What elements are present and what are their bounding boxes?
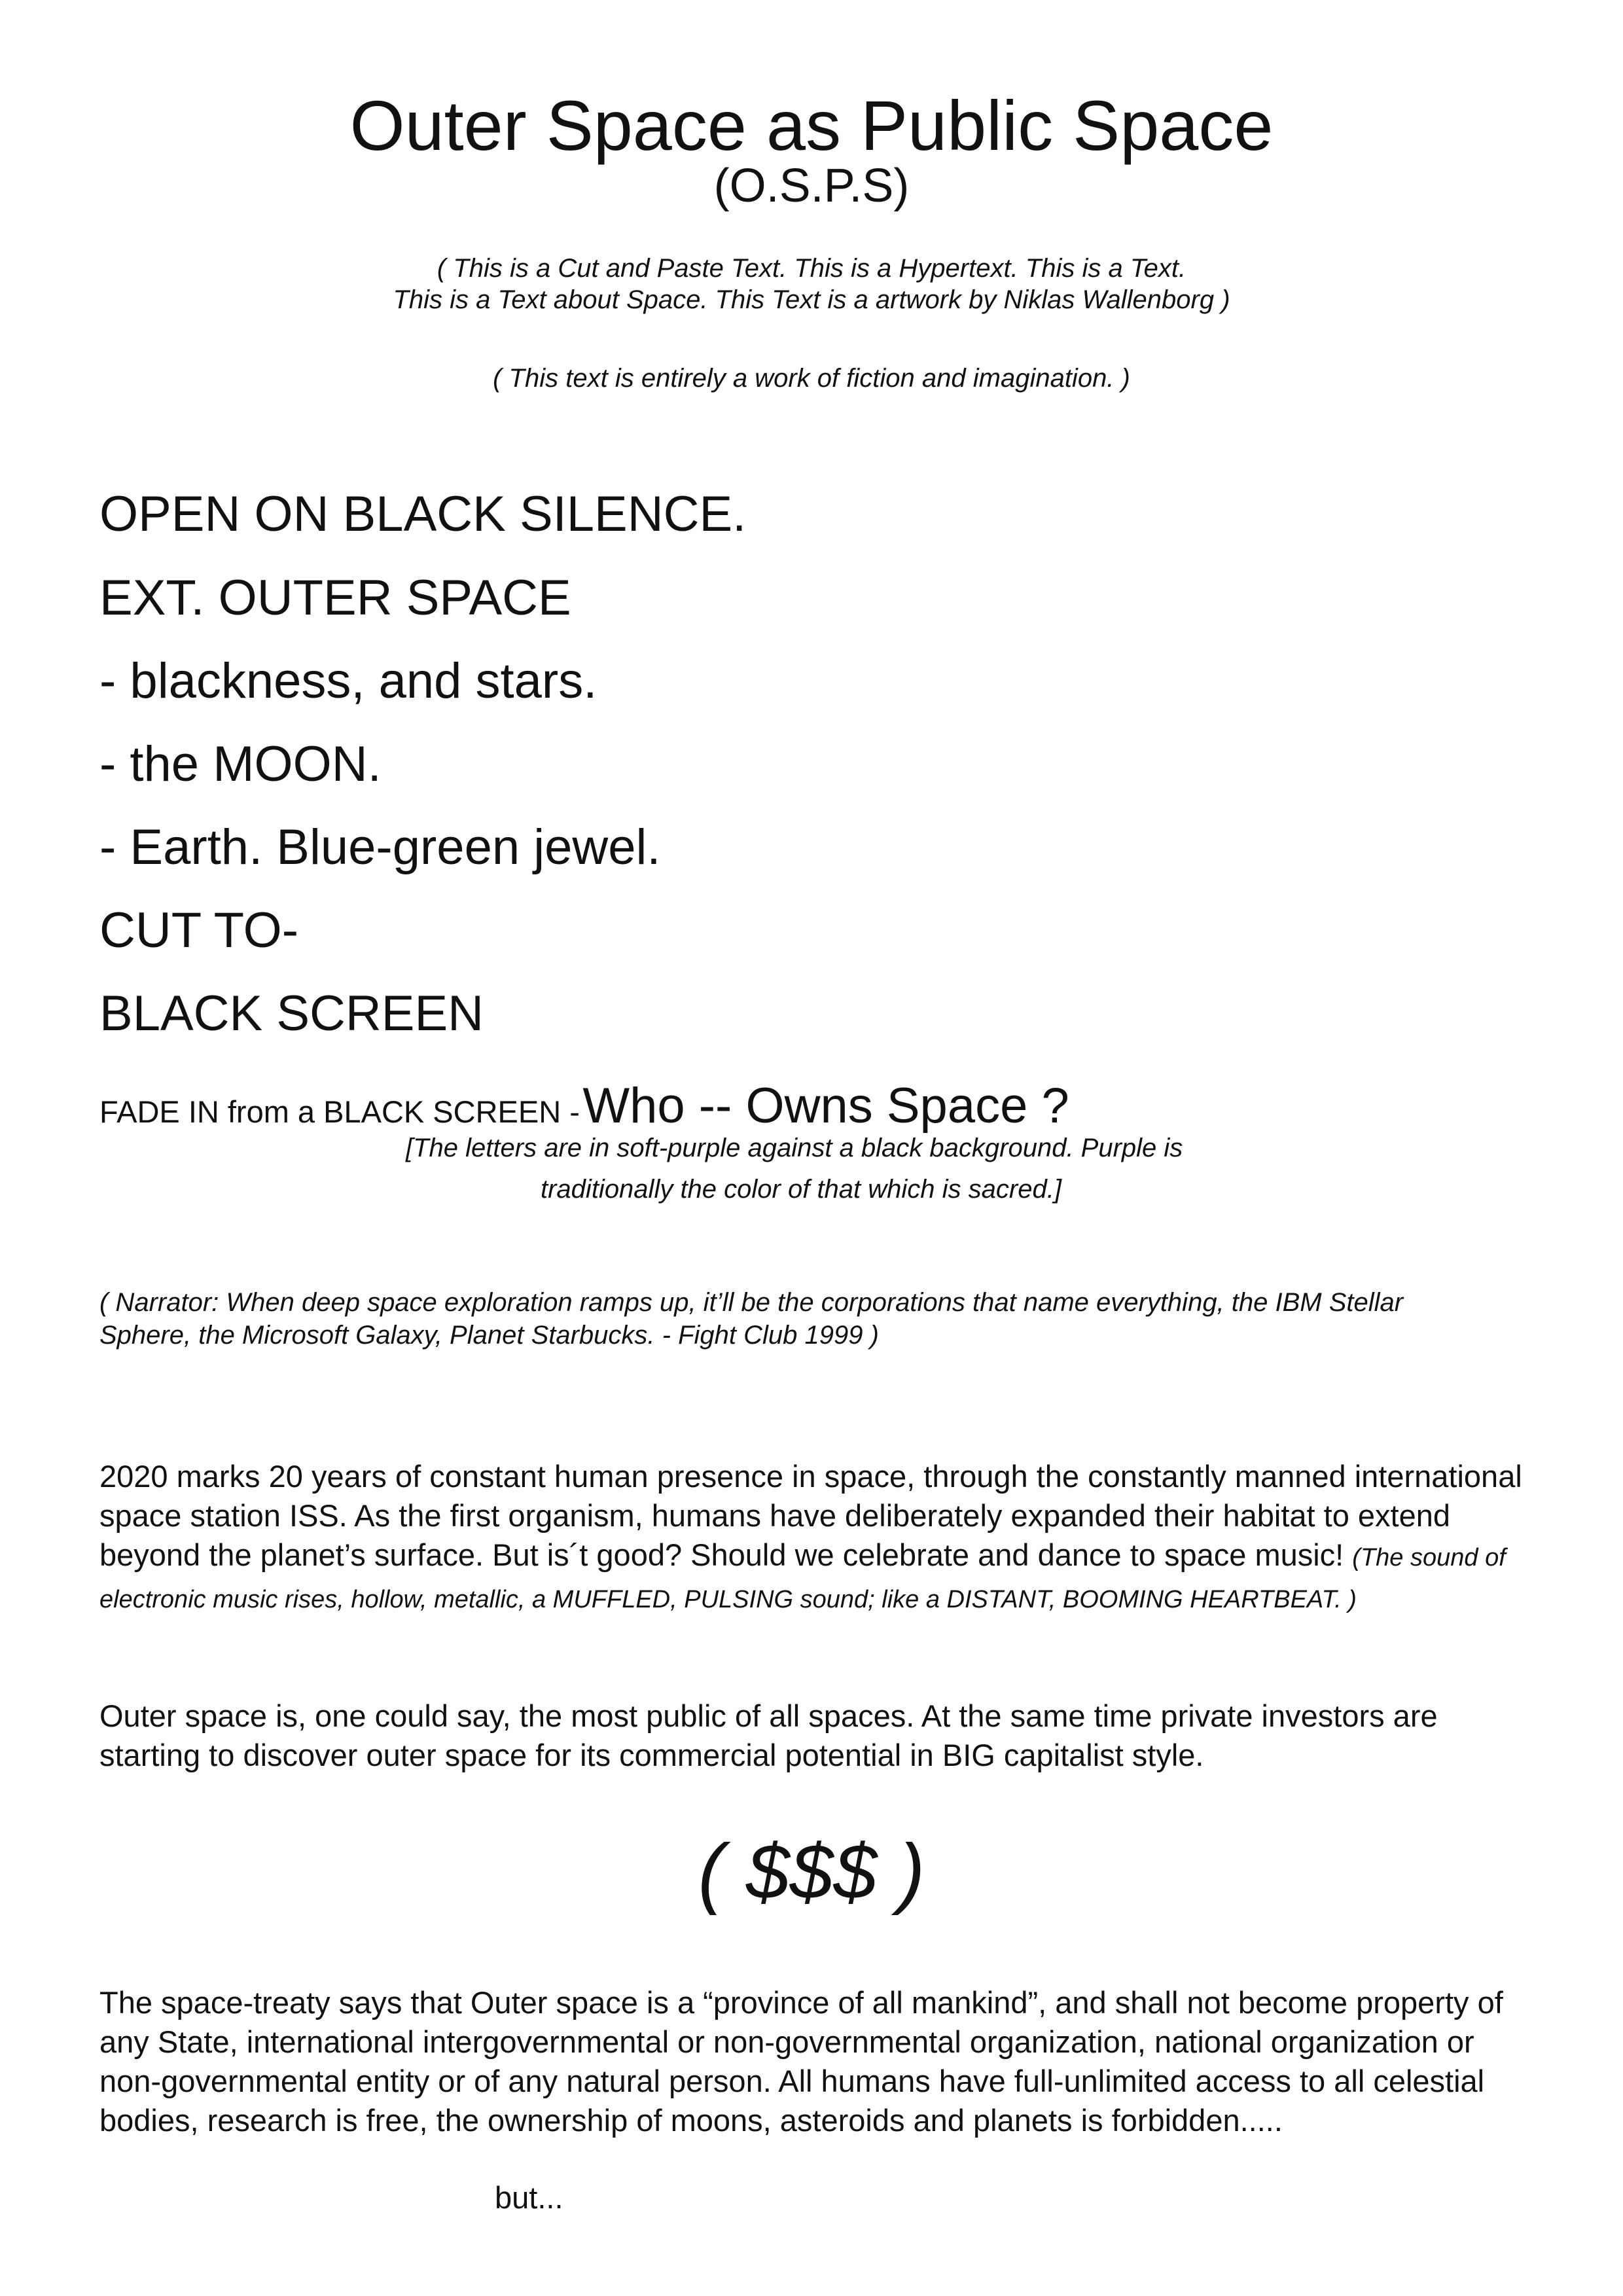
fade-in-title: Who -- Owns Space ? [582, 1078, 1069, 1134]
script-line: - blackness, and stars. [99, 653, 597, 709]
closing-text: but... [495, 2180, 563, 2215]
script-line: - the MOON. [99, 736, 382, 792]
script-line: OPEN ON BLACK SILENCE. [99, 486, 747, 542]
fade-in-line [99, 1077, 1069, 1134]
stage-note-line-1: [The letters are in soft-purple against a black background. Purple is [406, 1134, 1183, 1162]
intro-note-line-2: This is a Text about Space. This Text is a artwork by Niklas Wallenborg ) [393, 285, 1230, 314]
money-symbol: ( $$$ ) [698, 1828, 925, 1916]
fade-in-prefix: FADE IN from a BLACK SCREEN - [99, 1094, 580, 1129]
script-line: BLACK SCREEN [99, 986, 484, 1041]
body-paragraph-1-text: 2020 marks 20 years of constant human presence in space, through the constantly manned international space station ISS. As the first organism, humans have deliberately expanded their habitat to extend beyond the planet’s surface. But is´t good? Should we celebrate and dance to space music! [99, 1459, 1522, 1572]
body-paragraph-1-aside: (The sound of electronic music rises, hollow, metallic, a MUFFLED, PULSING sound; like a DISTANT, BOOMING HEARTBEAT. ) [99, 1544, 1506, 1613]
narrator-quote-line-2: Sphere, the Microsoft Galaxy, Planet Starbucks. - Fight Club 1999 ) [99, 1321, 879, 1350]
document-title: Outer Space as Public Space [349, 86, 1274, 165]
intro-note-line-1: ( This is a Cut and Paste Text. This is a Hypertext. This is a Text. [437, 254, 1186, 283]
document-subtitle: (O.S.P.S) [713, 160, 910, 212]
stage-note-line-2: traditionally the color of that which is sacred.] [541, 1175, 1061, 1204]
body-paragraph-2: Outer space is, one could say, the most public of all spaces. At the same time private investors are starting to discover outer space for its commercial potential in BIG capitalist style. [99, 1698, 1438, 1772]
script-line: - Earth. Blue-green jewel. [99, 819, 661, 875]
script-line: EXT. OUTER SPACE [99, 570, 571, 626]
body-paragraph-3: The space-treaty says that Outer space is a “province of all mankind”, and shall not become property of any State, international intergovernmental or non-governmental organization, national organization or non-governmental entity or of any natural person. All humans have full-unlimited access to all celestial bodies, research is free, the ownership of moons, asteroids and planets is forbidden..... [99, 1985, 1503, 2138]
narrator-quote-line-1: ( Narrator: When deep space exploration ramps up, it’ll be the corporations that name everything, the IBM Stellar [99, 1288, 1404, 1317]
disclaimer-note: ( This text is entirely a work of fiction and imagination. ) [493, 364, 1130, 393]
script-line: CUT TO- [99, 903, 299, 958]
body-paragraph-1 [99, 1457, 1539, 1619]
